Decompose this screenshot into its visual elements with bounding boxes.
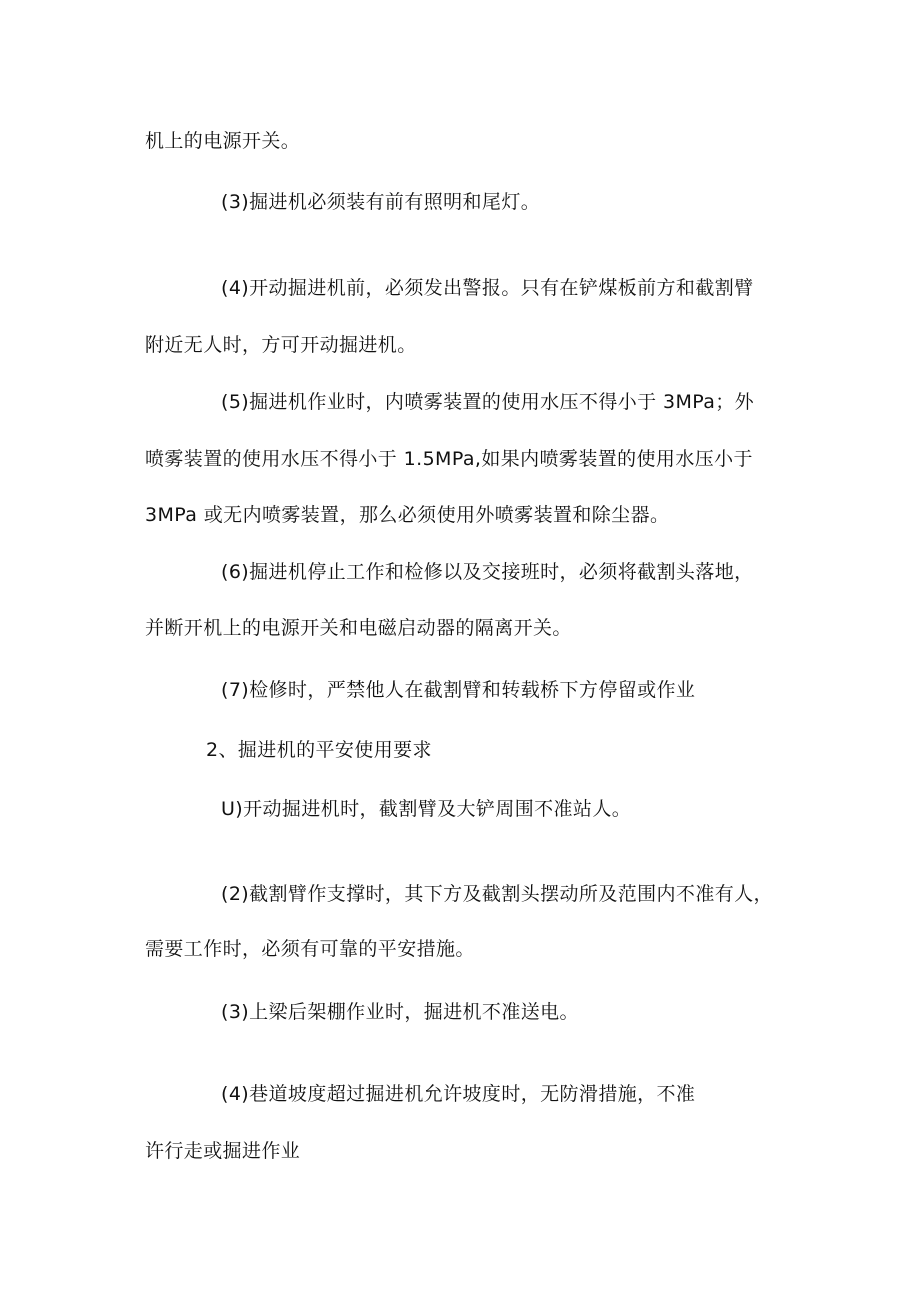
text-line: (4)开动掘进机前，必须发出警报。只有在铲煤板前方和截割臂 bbox=[221, 277, 754, 299]
section-heading: 2、掘进机的平安使用要求 bbox=[206, 739, 432, 761]
text-line: 喷雾装置的使用水压不得小于 1.5MPa,如果内喷雾装置的使用水压小于 bbox=[145, 448, 753, 470]
text-line: (5)掘进机作业时，内喷雾装置的使用水压不得小于 3MPa；外 bbox=[221, 391, 755, 413]
text-line: U)开动掘进机时，截割臂及大铲周围不准站人。 bbox=[221, 798, 632, 820]
text-line: 机上的电源开关。 bbox=[145, 130, 301, 152]
text-line: (3)掘进机必须装有前有照明和尾灯。 bbox=[221, 191, 541, 213]
text-line: (3)上梁后架棚作业时，掘进机不准送电。 bbox=[221, 1001, 579, 1023]
text-line: (7)检修时，严禁他人在截割臂和转载桥下方停留或作业 bbox=[221, 679, 696, 701]
text-line: (4)巷道坡度超过掘进机允许坡度时，无防滑措施，不准 bbox=[221, 1083, 696, 1105]
text-line: 3MPa 或无内喷雾装置，那么必须使用外喷雾装置和除尘器。 bbox=[145, 504, 670, 526]
text-line: 附近无人时，方可开动掘进机。 bbox=[145, 334, 417, 356]
text-line: 并断开机上的电源开关和电磁启动器的隔离开关。 bbox=[145, 617, 572, 639]
text-line: (2)截割臂作支撑时，其下方及截割头摆动所及范围内不准有人， bbox=[221, 883, 773, 905]
text-line: 许行走或掘进作业 bbox=[145, 1140, 301, 1162]
text-line: 需要工作时，必须有可靠的平安措施。 bbox=[145, 938, 475, 960]
text-line: (6)掘进机停止工作和检修以及交接班时，必须将截割头落地， bbox=[221, 561, 754, 583]
